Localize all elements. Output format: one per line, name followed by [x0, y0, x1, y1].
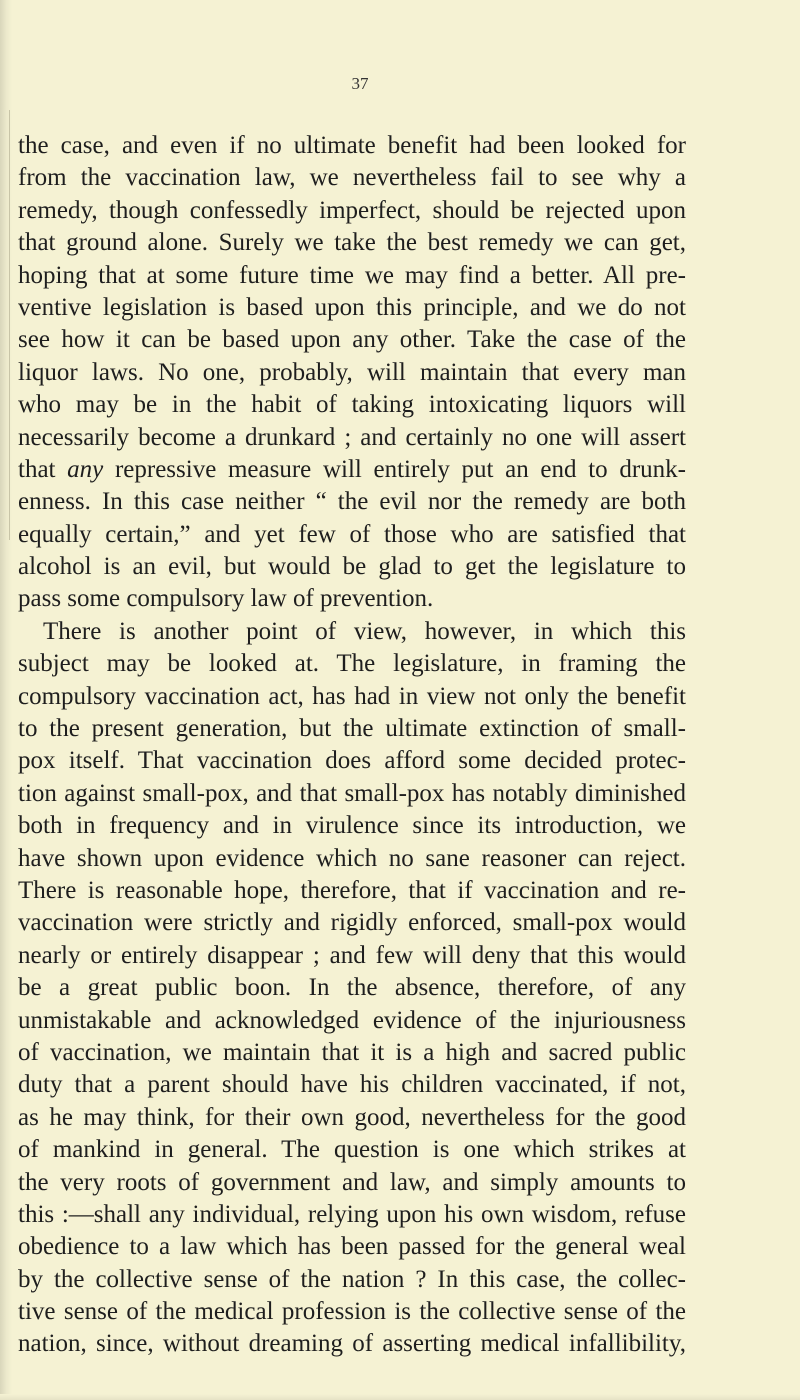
text-line: pox itself. That vaccination does afford some decided protec-	[18, 747, 686, 775]
text-line: ventive legislation is based upon this principle, and we do not	[18, 293, 686, 321]
text-line: vaccination were strictly and rigidly enforced, small-pox would	[18, 909, 686, 937]
text-line: nearly or entirely disappear ; and few will deny that this would	[18, 941, 686, 969]
text-line: liquor laws. No one, probably, will maintain that every man	[18, 358, 686, 386]
text-line: subject may be looked at. The legislature, in framing the	[18, 650, 686, 678]
text-line: of mankind in general. The question is one which strikes at	[18, 1136, 686, 1164]
text-segment: that	[18, 455, 68, 483]
text-line: enness. In this case neither “ the evil nor the remedy are both	[18, 488, 686, 516]
text-line-with-italic	[18, 454, 686, 486]
text-line: compulsory vaccination act, has had in view not only the benefit	[18, 682, 686, 710]
paragraph-start-line: There is another point of view, however, in which this	[43, 617, 686, 645]
text-line: from the vaccination law, we nevertheless fail to see why a	[18, 164, 686, 192]
text-line: the very roots of government and law, and simply amounts to	[18, 1168, 686, 1196]
text-line: unmistakable and acknowledged evidence of the injuriousness	[18, 1006, 686, 1034]
body-text	[18, 130, 686, 1361]
text-line: both in frequency and in virulence since its introduction, we	[18, 812, 686, 840]
paragraph-end-line: pass some compulsory law of prevention.	[18, 585, 434, 613]
text-line: by the collective sense of the nation ? In this case, the collec-	[18, 1265, 686, 1293]
text-line: hoping that at some future time we may find a better. All pre-	[18, 261, 686, 289]
text-line: who may be in the habit of taking intoxicating liquors will	[18, 391, 686, 419]
page-bottom-edge	[0, 1394, 800, 1400]
text-line: as he may think, for their own good, nevertheless for the good	[18, 1103, 686, 1131]
text-line: equally certain,” and yet few of those who are satisfied that	[18, 520, 686, 548]
text-line: this :—shall any individual, relying upon his own wisdom, refuse	[18, 1200, 686, 1228]
page-gutter-shadow	[0, 0, 12, 1400]
text-line: tive sense of the medical profession is the collective sense of the	[18, 1298, 686, 1326]
text-line: alcohol is an evil, but would be glad to get the legislature to	[18, 553, 686, 581]
text-line: remedy, though confessedly imperfect, should be rejected upon	[18, 196, 686, 224]
text-segment: repressive measure will entirely put an end to drunk-	[103, 455, 686, 483]
italic-word: any	[67, 455, 104, 483]
text-line: the case, and even if no ultimate benefit had been looked for	[18, 132, 686, 159]
page-number: 37	[351, 74, 369, 93]
text-line: to the present generation, but the ultimate extinction of small-	[18, 715, 686, 743]
text-line: see how it can be based upon any other. Take the case of the	[18, 326, 686, 354]
text-line: obedience to a law which has been passed for the general weal	[18, 1233, 686, 1261]
text-line: be a great public boon. In the absence, therefore, of any	[18, 974, 686, 1002]
text-line: There is reasonable hope, therefore, that if vaccination and re-	[18, 876, 686, 904]
text-line: tion against small-pox, and that small-pox has notably diminished	[18, 779, 686, 807]
text-line: duty that a parent should have his children vaccinated, if not,	[18, 1071, 686, 1099]
text-line: necessarily become a drunkard ; and certainly no one will assert	[18, 423, 686, 451]
text-line: nation, since, without dreaming of asserting medical infallibility,	[18, 1330, 686, 1358]
page-edge-line	[9, 110, 10, 540]
text-line: have shown upon evidence which no sane reasoner can reject.	[18, 844, 686, 872]
text-line: of vaccination, we maintain that it is a high and sacred public	[18, 1038, 686, 1066]
text-line: that ground alone. Surely we take the best remedy we can get,	[18, 229, 686, 257]
